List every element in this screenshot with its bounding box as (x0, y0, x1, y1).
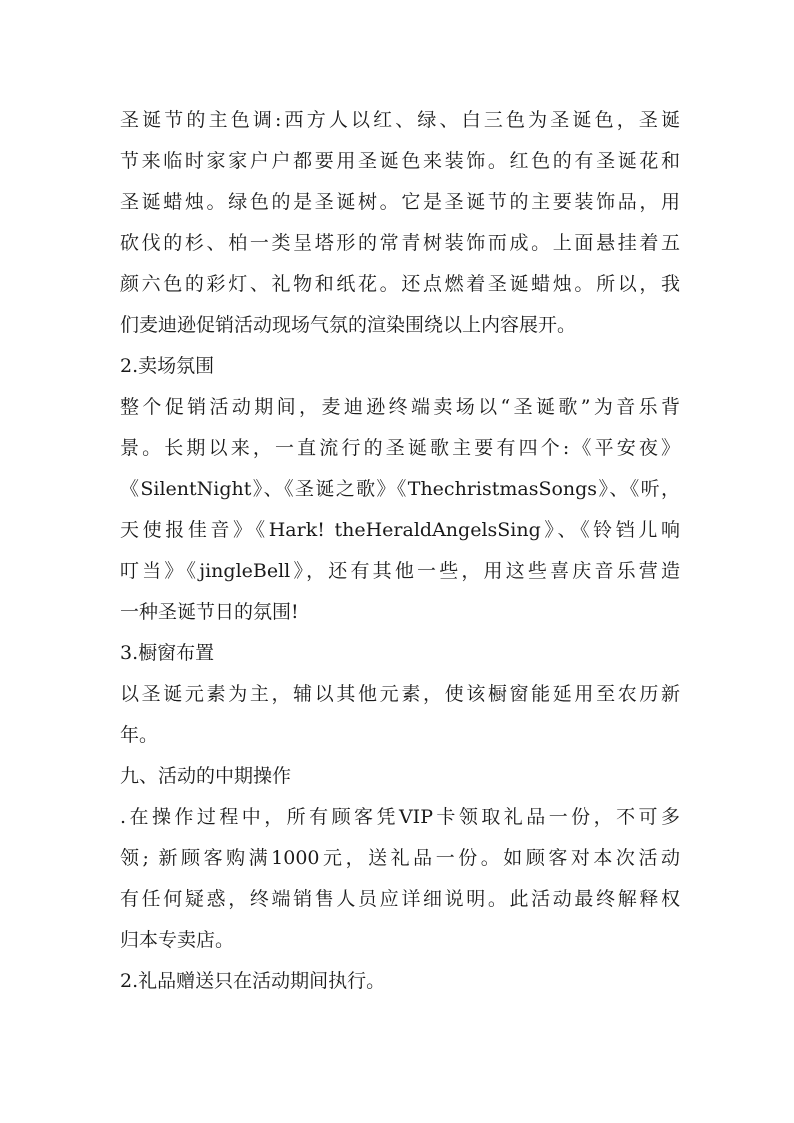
paragraph-line: 天使报佳音》《Hark! theHeraldAngelsSing》、《铃铛儿响 (120, 519, 680, 541)
paragraph-line: 圣诞蜡烛。绿色的是圣诞树。它是圣诞节的主要装饰品，用 (120, 191, 680, 213)
paragraph-line: 们麦迪逊促销活动现场气氛的渲染围绕以上内容展开。 (120, 314, 577, 336)
section-heading: 3.橱窗布置 (120, 642, 215, 664)
section-heading: 2.卖场氛围 (120, 355, 215, 377)
paragraph-line: 节来临时家家户户都要用圣诞色来装饰。红色的有圣诞花和 (120, 150, 680, 172)
paragraph-line: 景。长期以来，一直流行的圣诞歌主要有四个:《平安夜》 (120, 437, 680, 459)
paragraph-line: 整个促销活动期间，麦迪逊终端卖场以“圣诞歌”为音乐背 (120, 396, 680, 418)
paragraph-line: 归本专卖店。 (120, 929, 235, 951)
paragraph-line: 2.礼品赠送只在活动期间执行。 (120, 970, 386, 992)
paragraph-line: 砍伐的杉、柏一类呈塔形的常青树装饰而成。上面悬挂着五 (120, 232, 680, 254)
paragraph-line: 有任何疑惑，终端销售人员应详细说明。此活动最终解释权 (120, 888, 680, 910)
paragraph-line: 《SilentNight》、《圣诞之歌》《ThechristmasSongs》、《听， (120, 478, 680, 500)
paragraph-line: .在操作过程中，所有顾客凭VIP卡领取礼品一份，不可多 (120, 806, 680, 828)
paragraph-line: 一种圣诞节日的氛围! (120, 601, 299, 623)
paragraph-line: 领; 新顾客购满1000元，送礼品一份。如顾客对本次活动 (120, 847, 680, 869)
paragraph-line: 圣诞节的主色调:西方人以红、绿、白三色为圣诞色，圣诞 (120, 109, 680, 131)
paragraph-line: 以圣诞元素为主，辅以其他元素，使该橱窗能延用至农历新 (120, 683, 680, 705)
section-heading: 九、活动的中期操作 (120, 765, 292, 787)
paragraph-line: 颜六色的彩灯、礼物和纸花。还点燃着圣诞蜡烛。所以，我 (120, 273, 680, 295)
paragraph-line: 叮当》《jingleBell》，还有其他一些，用这些喜庆音乐营造 (120, 560, 680, 582)
paragraph-line: 年。 (120, 724, 159, 746)
